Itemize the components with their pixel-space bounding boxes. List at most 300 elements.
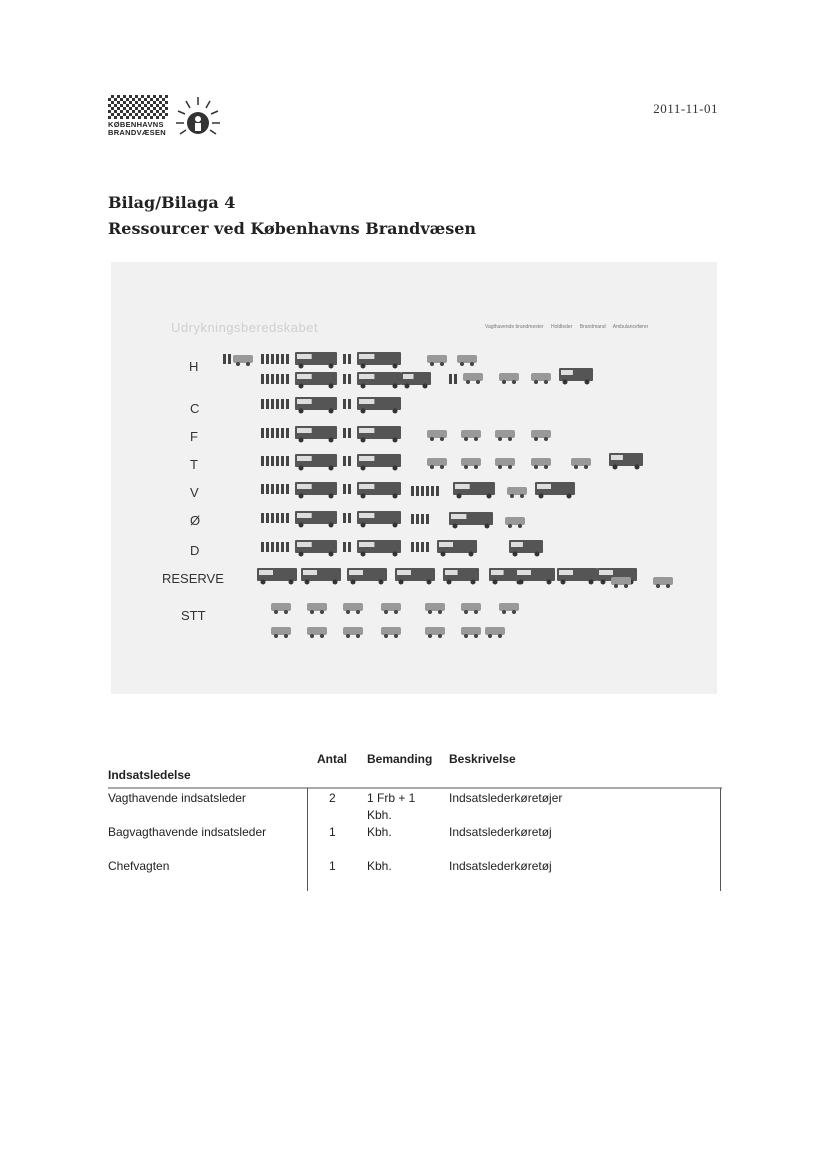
crew-person-icon bbox=[271, 399, 274, 409]
table-row-beskrivelse: Indsatslederkøretøjer bbox=[449, 791, 563, 805]
crew-person-icon bbox=[426, 542, 429, 552]
crew-person-icon bbox=[281, 399, 284, 409]
van-icon bbox=[495, 458, 515, 466]
wheel-icon bbox=[589, 580, 594, 585]
crew-person-icon bbox=[348, 399, 351, 409]
wheel-icon bbox=[299, 494, 304, 499]
station-label-h: H bbox=[189, 359, 199, 374]
table-row-beskrivelse: Indsatslederkøretøj bbox=[449, 825, 552, 839]
crew-person-icon bbox=[286, 484, 289, 494]
crew-person-icon bbox=[286, 428, 289, 438]
wheel-icon bbox=[393, 438, 398, 443]
wheel-icon bbox=[485, 524, 490, 529]
crew-person-icon bbox=[431, 486, 434, 496]
wheel-icon bbox=[356, 634, 360, 638]
crew-person-icon bbox=[266, 428, 269, 438]
wheel-icon bbox=[585, 380, 590, 385]
wheel-icon bbox=[502, 380, 506, 384]
crew-person-icon bbox=[266, 399, 269, 409]
wheel-icon bbox=[453, 524, 458, 529]
vehicle-window-icon bbox=[537, 484, 551, 489]
crew-person-icon bbox=[271, 513, 274, 523]
trailer-icon bbox=[507, 487, 527, 495]
wheel-icon bbox=[493, 580, 498, 585]
station-label-d: D bbox=[190, 543, 200, 558]
wheel-icon bbox=[274, 610, 278, 614]
wheel-icon bbox=[498, 437, 502, 441]
table-row-bemanding: Kbh. bbox=[367, 859, 392, 873]
vehicle-window-icon bbox=[303, 570, 317, 575]
crew-person-icon bbox=[223, 354, 226, 364]
wheel-icon bbox=[474, 465, 478, 469]
wheel-icon bbox=[474, 610, 478, 614]
wheel-icon bbox=[361, 364, 366, 369]
crew-person-icon bbox=[343, 456, 346, 466]
table-row-bemanding: Kbh. bbox=[367, 825, 392, 839]
van-icon bbox=[427, 355, 447, 363]
vehicle-window-icon bbox=[297, 513, 312, 518]
crew-person-icon bbox=[436, 486, 439, 496]
wheel-icon bbox=[329, 438, 334, 443]
crew-person-icon bbox=[286, 374, 289, 384]
stt-van-icon bbox=[499, 603, 519, 611]
wheel-icon bbox=[329, 384, 334, 389]
stt-van-icon bbox=[343, 603, 363, 611]
station-label-c: C bbox=[190, 401, 200, 416]
wheel-icon bbox=[384, 610, 388, 614]
table-row-name: Bagvagthavende indsatsleder bbox=[108, 825, 267, 839]
table-row-name: Chefvagten bbox=[108, 859, 170, 873]
van-icon bbox=[611, 577, 631, 585]
vehicle-window-icon bbox=[451, 514, 466, 519]
van-icon bbox=[457, 355, 477, 363]
wheel-icon bbox=[512, 610, 516, 614]
wheel-icon bbox=[508, 524, 512, 528]
crew-person-icon bbox=[348, 374, 351, 384]
vehicle-window-icon bbox=[517, 570, 531, 575]
crew-person-icon bbox=[271, 428, 274, 438]
vehicle-window-icon bbox=[359, 456, 374, 461]
wheel-icon bbox=[394, 610, 398, 614]
wheel-icon bbox=[299, 466, 304, 471]
wheel-icon bbox=[508, 437, 512, 441]
crew-person-icon bbox=[228, 354, 231, 364]
crew-person-icon bbox=[276, 484, 279, 494]
wheel-icon bbox=[329, 523, 334, 528]
wheel-icon bbox=[535, 552, 540, 557]
crew-person-icon bbox=[266, 484, 269, 494]
crew-person-icon bbox=[261, 428, 264, 438]
stt-van-icon bbox=[271, 627, 291, 635]
wheel-icon bbox=[356, 610, 360, 614]
vehicle-window-icon bbox=[297, 456, 312, 461]
wheel-icon bbox=[361, 466, 366, 471]
crew-person-icon bbox=[266, 542, 269, 552]
wheel-icon bbox=[329, 364, 334, 369]
vehicle-window-icon bbox=[491, 570, 504, 575]
crew-person-icon bbox=[261, 484, 264, 494]
wheel-icon bbox=[430, 465, 434, 469]
crew-person-icon bbox=[411, 514, 414, 524]
wheel-icon bbox=[534, 437, 538, 441]
wheel-icon bbox=[635, 465, 640, 470]
logo-text-line1: KØBENHAVNS bbox=[108, 120, 164, 129]
crew-person-icon bbox=[343, 354, 346, 364]
car-icon bbox=[499, 373, 519, 381]
stt-van-icon bbox=[381, 603, 401, 611]
figure-heading: Udrykningsberedskabet bbox=[171, 320, 319, 335]
wheel-icon bbox=[393, 364, 398, 369]
wheel-icon bbox=[351, 580, 356, 585]
wheel-icon bbox=[284, 634, 288, 638]
wheel-icon bbox=[440, 362, 444, 366]
station-label-v: V bbox=[190, 485, 199, 500]
vehicle-window-icon bbox=[439, 542, 453, 547]
stt-van-icon bbox=[461, 603, 481, 611]
wheel-icon bbox=[329, 409, 334, 414]
wheel-icon bbox=[246, 362, 250, 366]
wheel-icon bbox=[574, 465, 578, 469]
crew-person-icon bbox=[266, 374, 269, 384]
crew-person-icon bbox=[286, 513, 289, 523]
crew-person-icon bbox=[421, 486, 424, 496]
car-icon bbox=[233, 355, 253, 363]
van-icon bbox=[531, 373, 551, 381]
vehicle-window-icon bbox=[511, 542, 523, 547]
crew-person-icon bbox=[276, 513, 279, 523]
vehicle-window-icon bbox=[359, 374, 374, 379]
van-icon bbox=[505, 517, 525, 525]
vehicle-window-icon bbox=[297, 542, 312, 547]
van-icon bbox=[461, 458, 481, 466]
wheel-icon bbox=[584, 465, 588, 469]
wheel-icon bbox=[430, 362, 434, 366]
wheel-icon bbox=[274, 634, 278, 638]
crew-person-icon bbox=[343, 484, 346, 494]
wheel-icon bbox=[464, 634, 468, 638]
legend-item: Ambulancefører bbox=[612, 324, 649, 330]
stt-van-icon bbox=[381, 627, 401, 635]
stt-van-icon bbox=[307, 627, 327, 635]
crew-person-icon bbox=[286, 399, 289, 409]
wheel-icon bbox=[547, 580, 552, 585]
van-icon bbox=[461, 430, 481, 438]
wheel-icon bbox=[544, 465, 548, 469]
crew-person-icon bbox=[454, 374, 457, 384]
vehicle-window-icon bbox=[561, 370, 573, 375]
wheel-icon bbox=[469, 552, 474, 557]
wheel-icon bbox=[384, 634, 388, 638]
wheel-icon bbox=[329, 494, 334, 499]
stt-van-icon bbox=[461, 627, 481, 635]
vehicle-window-icon bbox=[259, 570, 273, 575]
vehicle-window-icon bbox=[359, 399, 374, 404]
doc-title-line1: Bilag/Bilaga 4 bbox=[108, 193, 236, 212]
col-header-antal: Antal bbox=[317, 752, 347, 766]
wheel-icon bbox=[299, 523, 304, 528]
crew-person-icon bbox=[449, 374, 452, 384]
table-group-header: Indsatsledelse bbox=[108, 768, 191, 782]
wheel-icon bbox=[464, 437, 468, 441]
wheel-icon bbox=[563, 380, 568, 385]
wheel-icon bbox=[427, 580, 432, 585]
fire-emblem-icon bbox=[172, 95, 224, 141]
wheel-icon bbox=[299, 364, 304, 369]
wheel-icon bbox=[510, 494, 514, 498]
wheel-icon bbox=[423, 384, 428, 389]
wheel-icon bbox=[471, 580, 476, 585]
stt-label: STT bbox=[181, 608, 206, 623]
vehicle-window-icon bbox=[349, 570, 363, 575]
wheel-icon bbox=[567, 494, 572, 499]
legend-item: Vagthavende brandmester bbox=[485, 324, 544, 330]
wheel-icon bbox=[476, 380, 480, 384]
table-right-border bbox=[720, 788, 721, 891]
station-label-f: F bbox=[190, 429, 198, 444]
crew-person-icon bbox=[276, 399, 279, 409]
wheel-icon bbox=[379, 580, 384, 585]
station-label-oe: Ø bbox=[190, 513, 201, 528]
wheel-icon bbox=[487, 494, 492, 499]
table-row-bemanding-cont: Kbh. bbox=[367, 808, 392, 822]
table-row-antal: 1 bbox=[329, 825, 336, 839]
vehicle-window-icon bbox=[611, 455, 623, 460]
wheel-icon bbox=[399, 580, 404, 585]
wheel-icon bbox=[333, 580, 338, 585]
wheel-icon bbox=[310, 634, 314, 638]
wheel-icon bbox=[361, 552, 366, 557]
crew-person-icon bbox=[416, 486, 419, 496]
crew-person-icon bbox=[348, 513, 351, 523]
wheel-icon bbox=[299, 409, 304, 414]
crew-person-icon bbox=[266, 456, 269, 466]
crew-person-icon bbox=[343, 428, 346, 438]
table-row-name: Vagthavende indsatsleder bbox=[108, 791, 246, 805]
wheel-icon bbox=[457, 494, 462, 499]
crew-person-icon bbox=[271, 484, 274, 494]
wheel-icon bbox=[624, 584, 628, 588]
crew-person-icon bbox=[261, 354, 264, 364]
wheel-icon bbox=[405, 384, 410, 389]
stt-van-icon bbox=[307, 603, 327, 611]
van-icon bbox=[427, 430, 447, 438]
crew-person-icon bbox=[271, 456, 274, 466]
vehicle-window-icon bbox=[455, 484, 470, 489]
crew-person-icon bbox=[421, 542, 424, 552]
wheel-icon bbox=[474, 437, 478, 441]
stt-van-icon bbox=[271, 603, 291, 611]
vehicle-window-icon bbox=[297, 399, 312, 404]
logo-checker-pattern bbox=[108, 95, 168, 119]
crew-person-icon bbox=[348, 542, 351, 552]
wheel-icon bbox=[512, 380, 516, 384]
vehicle-window-icon bbox=[297, 374, 312, 379]
crew-person-icon bbox=[276, 456, 279, 466]
table-row-antal: 2 bbox=[329, 791, 336, 805]
crew-person-icon bbox=[266, 513, 269, 523]
vehicle-window-icon bbox=[445, 570, 458, 575]
wheel-icon bbox=[346, 610, 350, 614]
wheel-icon bbox=[518, 524, 522, 528]
wheel-icon bbox=[329, 466, 334, 471]
vehicle-window-icon bbox=[359, 542, 374, 547]
wheel-icon bbox=[310, 610, 314, 614]
wheel-icon bbox=[428, 610, 432, 614]
wheel-icon bbox=[534, 465, 538, 469]
wheel-icon bbox=[440, 437, 444, 441]
vehicle-window-icon bbox=[559, 570, 573, 575]
crew-person-icon bbox=[276, 374, 279, 384]
vehicle-window-icon bbox=[297, 484, 312, 489]
van-icon bbox=[495, 430, 515, 438]
table-row-beskrivelse: Indsatslederkøretøj bbox=[449, 859, 552, 873]
crew-person-icon bbox=[281, 542, 284, 552]
wheel-icon bbox=[361, 494, 366, 499]
wheel-icon bbox=[393, 552, 398, 557]
wheel-icon bbox=[361, 409, 366, 414]
van-icon bbox=[531, 430, 551, 438]
crew-person-icon bbox=[271, 374, 274, 384]
crew-person-icon bbox=[343, 542, 346, 552]
crew-person-icon bbox=[261, 456, 264, 466]
crew-person-icon bbox=[343, 513, 346, 523]
wheel-icon bbox=[440, 465, 444, 469]
wheel-icon bbox=[470, 362, 474, 366]
crew-person-icon bbox=[271, 542, 274, 552]
wheel-icon bbox=[544, 380, 548, 384]
crew-person-icon bbox=[286, 354, 289, 364]
wheel-icon bbox=[498, 465, 502, 469]
crew-person-icon bbox=[261, 399, 264, 409]
stt-van-icon bbox=[425, 603, 445, 611]
wheel-icon bbox=[464, 610, 468, 614]
wheel-icon bbox=[320, 610, 324, 614]
crew-person-icon bbox=[261, 374, 264, 384]
crew-person-icon bbox=[416, 542, 419, 552]
vehicle-window-icon bbox=[297, 354, 312, 359]
crew-person-icon bbox=[348, 456, 351, 466]
wheel-icon bbox=[502, 610, 506, 614]
wheel-icon bbox=[361, 384, 366, 389]
crew-person-icon bbox=[343, 399, 346, 409]
van-icon bbox=[531, 458, 551, 466]
wheel-icon bbox=[393, 466, 398, 471]
vehicle-window-icon bbox=[599, 570, 613, 575]
wheel-icon bbox=[441, 552, 446, 557]
wheel-icon bbox=[520, 494, 524, 498]
wheel-icon bbox=[460, 362, 464, 366]
wheel-icon bbox=[305, 580, 310, 585]
table-header-rule bbox=[108, 787, 722, 789]
wheel-icon bbox=[508, 465, 512, 469]
resource-figure bbox=[111, 262, 717, 694]
col-header-beskrivelse: Beskrivelse bbox=[449, 752, 516, 766]
crew-person-icon bbox=[348, 428, 351, 438]
wheel-icon bbox=[534, 380, 538, 384]
crew-person-icon bbox=[343, 374, 346, 384]
crew-person-icon bbox=[276, 542, 279, 552]
wheel-icon bbox=[346, 634, 350, 638]
wheel-icon bbox=[299, 384, 304, 389]
document-date: 2011-11-01 bbox=[653, 101, 718, 116]
wheel-icon bbox=[614, 584, 618, 588]
table-row-antal: 1 bbox=[329, 859, 336, 873]
crew-person-icon bbox=[281, 456, 284, 466]
wheel-icon bbox=[561, 580, 566, 585]
crew-person-icon bbox=[281, 354, 284, 364]
crew-person-icon bbox=[276, 354, 279, 364]
wheel-icon bbox=[464, 465, 468, 469]
wheel-icon bbox=[284, 610, 288, 614]
wheel-icon bbox=[666, 584, 670, 588]
vehicle-window-icon bbox=[403, 374, 414, 379]
wheel-icon bbox=[430, 437, 434, 441]
wheel-icon bbox=[447, 580, 452, 585]
crew-person-icon bbox=[411, 542, 414, 552]
logo bbox=[108, 95, 238, 145]
vehicle-window-icon bbox=[359, 513, 374, 518]
wheel-icon bbox=[393, 494, 398, 499]
crew-person-icon bbox=[286, 542, 289, 552]
wheel-icon bbox=[393, 409, 398, 414]
table-column-divider bbox=[307, 788, 308, 891]
wheel-icon bbox=[393, 384, 398, 389]
wheel-icon bbox=[438, 610, 442, 614]
wheel-icon bbox=[513, 552, 518, 557]
crew-person-icon bbox=[276, 428, 279, 438]
logo-text-line2: BRANDVÆSEN bbox=[108, 128, 167, 137]
crew-person-icon bbox=[421, 514, 424, 524]
wheel-icon bbox=[361, 523, 366, 528]
wheel-icon bbox=[656, 584, 660, 588]
wheel-icon bbox=[601, 580, 606, 585]
crew-person-icon bbox=[281, 484, 284, 494]
legend-item: Brandmand bbox=[579, 324, 606, 330]
stt-van-icon bbox=[425, 627, 445, 635]
crew-person-icon bbox=[271, 354, 274, 364]
wheel-icon bbox=[236, 362, 240, 366]
wheel-icon bbox=[488, 634, 492, 638]
stt-van-icon bbox=[485, 627, 505, 635]
wheel-icon bbox=[299, 552, 304, 557]
logo-text bbox=[108, 121, 166, 137]
van-icon bbox=[571, 458, 591, 466]
doc-title-line2: Ressourcer ved Københavns Brandvæsen bbox=[108, 219, 477, 238]
legend-item: Holdleder bbox=[550, 324, 573, 330]
wheel-icon bbox=[613, 465, 618, 470]
van-icon bbox=[427, 458, 447, 466]
crew-person-icon bbox=[261, 513, 264, 523]
crew-person-icon bbox=[426, 486, 429, 496]
crew-person-icon bbox=[266, 354, 269, 364]
station-label-t: T bbox=[190, 457, 198, 472]
crew-person-icon bbox=[281, 513, 284, 523]
table-row-bemanding: 1 Frb + 1 bbox=[367, 791, 416, 805]
crew-person-icon bbox=[348, 354, 351, 364]
wheel-icon bbox=[320, 634, 324, 638]
vehicle-window-icon bbox=[359, 428, 374, 433]
van-icon bbox=[653, 577, 673, 585]
wheel-icon bbox=[539, 494, 544, 499]
wheel-icon bbox=[428, 634, 432, 638]
crew-person-icon bbox=[281, 374, 284, 384]
wheel-icon bbox=[394, 634, 398, 638]
crew-person-icon bbox=[281, 428, 284, 438]
vehicle-window-icon bbox=[359, 484, 374, 489]
crew-person-icon bbox=[348, 484, 351, 494]
van-icon bbox=[463, 373, 483, 381]
wheel-icon bbox=[438, 634, 442, 638]
